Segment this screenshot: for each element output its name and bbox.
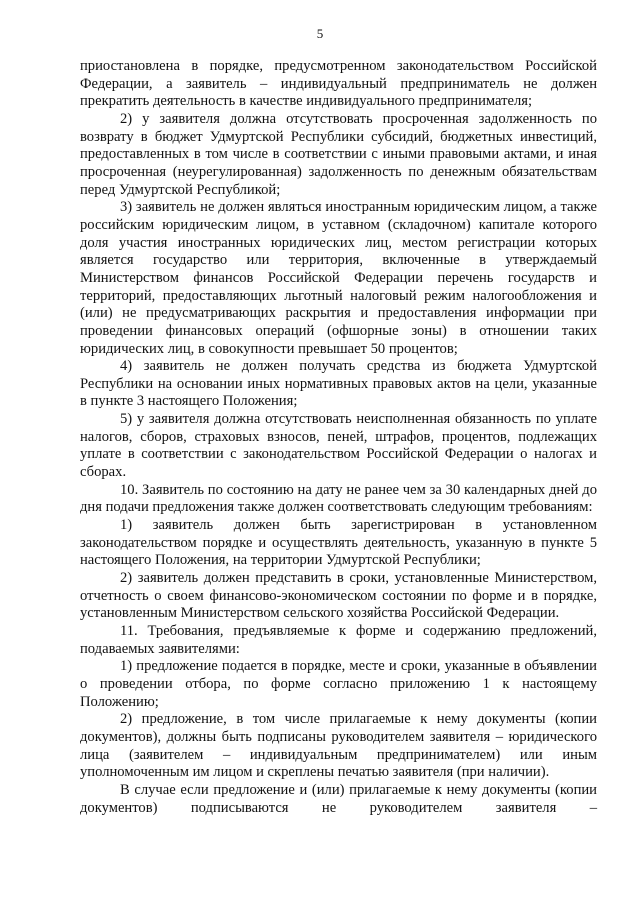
paragraph: приостановлена в порядке, предусмотренном законодательством Российской Федерации, а заявитель – индивидуальный предприниматель не должен прекратить деятельность в качестве индивидуального предпринимателя; — [80, 58, 597, 110]
page-number: 5 — [316, 26, 324, 41]
paragraph: 1) предложение подается в порядке, месте и сроки, указанные в объявлении о проведении отбора, по форме согласно приложению 1 к настоящему Положению; — [80, 658, 597, 710]
paragraph: 3) заявитель не должен являться иностранным юридическим лицом, а также российским юридическим лицом, в уставном (складочном) капитале которого доля участия иностранных юридических лиц, местом регистрации которых является государство или территория, включенные в утверждаемый Министерством финансов Российской Федерации перечень государств и территорий, предоставляющих льготный налоговый режим налогообложения и (или) не предусматривающих раскрытия и предоставления информации при проведении финансовых операций (офшорные зоны) в отношении таких юридических лиц, в совокупности превышает 50 процентов; — [80, 199, 597, 357]
paragraph: 2) предложение, в том числе прилагаемые к нему документы (копии документов), должны быть подписаны руководителем заявителя – юридического лица (заявителем – индивидуальным предпринимателем) или иным уполномоченным им лицом и скреплены печатью заявителя (при наличии). — [80, 711, 597, 781]
paragraph: 2) заявитель должен представить в сроки, установленные Министерством, отчетность о своем финансово-экономическом состоянии по форме и в порядке, установленным Министерством сельского хозяйства Российской Федерации. — [80, 570, 597, 622]
paragraph: В случае если предложение и (или) прилагаемые к нему документы (копии документов) подписываются не руководителем заявителя – — [80, 781, 597, 816]
paragraph: 4) заявитель не должен получать средства из бюджета Удмуртской Республики на основании иных нормативных правовых актов на цели, указанные в пункте 3 настоящего Положения; — [80, 358, 597, 410]
paragraph: 1) заявитель должен быть зарегистрирован в установленном законодательством порядке и осуществлять деятельность, указанную в пункте 5 настоящего Положения, на территории Удмуртской Республики; — [80, 517, 597, 569]
paragraph: 5) у заявителя должна отсутствовать неисполненная обязанность по уплате налогов, сборов, страховых взносов, пеней, штрафов, процентов, подлежащих уплате в соответствии с законодательством Российской Федерации о налогах и сборах. — [80, 411, 597, 481]
document-body — [80, 58, 597, 817]
paragraph: 2) у заявителя должна отсутствовать просроченная задолженность по возврату в бюджет Удмуртской Республики субсидий, бюджетных инвестиций, предоставленных в том числе в соответствии с иными правовыми актами, и иная просроченная (неурегулированная) задолженность по денежным обязательствам перед Удмуртской Республикой; — [80, 110, 597, 198]
paragraph: 10. Заявитель по состоянию на дату не ранее чем за 30 календарных дней до дня подачи предложения также должен соответствовать следующим требованиям: — [80, 481, 597, 516]
paragraph: 11. Требования, предъявляемые к форме и содержанию предложений, подаваемых заявителями: — [80, 623, 597, 657]
